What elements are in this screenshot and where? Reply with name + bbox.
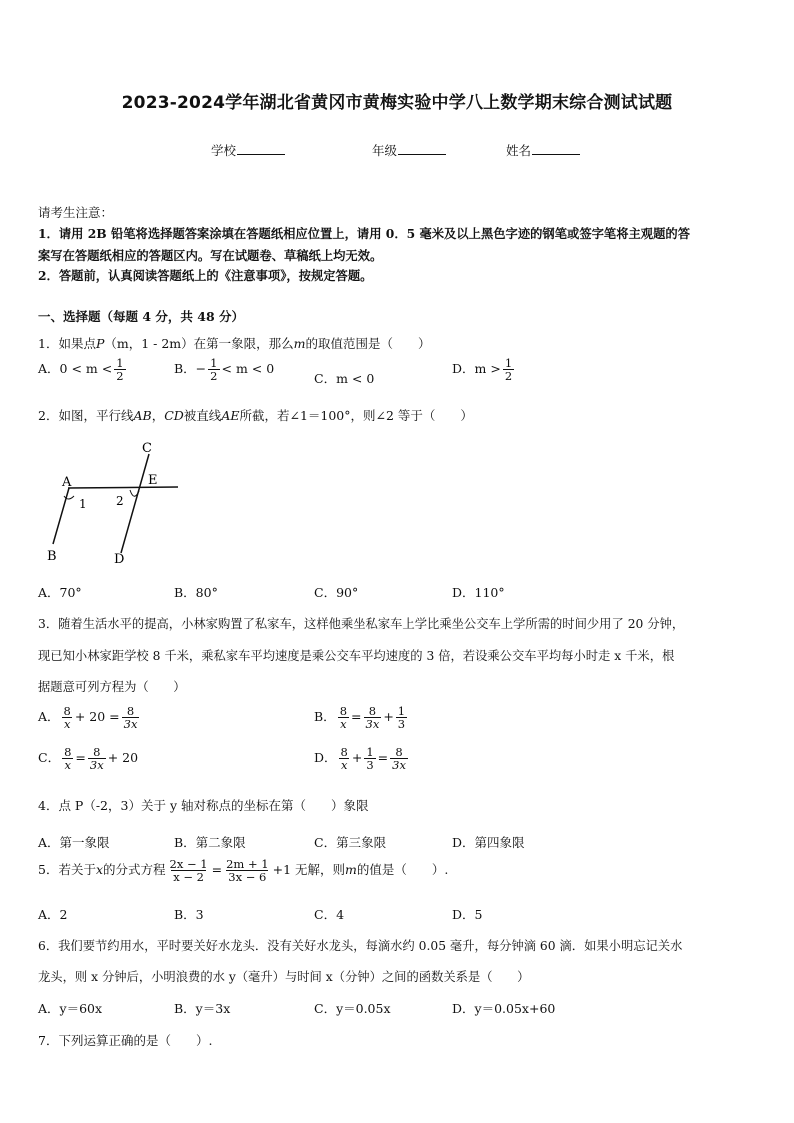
question-1-stem [38, 334, 431, 352]
line-cd [121, 454, 149, 553]
frac [364, 705, 382, 730]
school-blank [237, 142, 285, 155]
frac [338, 705, 349, 730]
label-1: 1 [79, 497, 87, 511]
q1-var-m: m [293, 336, 306, 351]
frac-den: x − 2 [173, 870, 204, 885]
q1-option-d[interactable] [452, 357, 516, 382]
q2-figure [38, 436, 188, 568]
frac-den: 3x − 6 [228, 870, 267, 885]
q2-cd: CD [164, 408, 184, 423]
q1-b-pre: B．− [174, 361, 207, 377]
question-3-line-1: 3．随着生活水平的提高，小林家购置了私家车，这样他乘坐私家车上学比乘坐公交车上学所需的时间少用了 20 分钟， [38, 617, 685, 631]
frac [88, 746, 106, 771]
q2-text-c: 所截，若∠1＝100°，则∠2 等于（ ） [239, 408, 473, 423]
frac [390, 746, 408, 771]
line-ae [68, 487, 178, 488]
q5-text-b: 的分式方程 [103, 862, 166, 878]
frac-num: 8 [93, 745, 101, 759]
frac-den: x [340, 717, 347, 732]
q2-comma: ， [151, 408, 165, 423]
q1-point-p: P [95, 336, 105, 351]
q2-text-a: 2．如图，平行线 [38, 408, 134, 423]
frac-den: 3x [89, 758, 104, 773]
label-a: A [62, 475, 72, 490]
q5-frac-1 [168, 858, 210, 883]
frac [62, 746, 73, 771]
grade-label: 年级 [372, 143, 398, 158]
frac-num: 1 [210, 356, 218, 370]
frac-num: 8 [368, 704, 377, 718]
q3-option-b[interactable] [314, 705, 409, 730]
question-6-line-2: 龙头，则 x 分钟后，小明浪费的水 y（毫升）与时间 x（分钟）之间的函数关系是（ ） [38, 970, 530, 984]
q2-ab: AB [133, 408, 152, 423]
q1-b-frac [208, 357, 219, 382]
page-title: 2023-2024学年湖北省黄冈市黄梅实验中学八上数学期末综合测试试题 [121, 93, 673, 113]
name-field [506, 141, 580, 159]
q4-option-d[interactable]: D．第四象限 [452, 835, 525, 850]
question-6-line-1: 6．我们要节约用水，平时要关好水龙头．没有关好水龙头，每滴水约 0.05 毫升，每分钟滴 60 滴．如果小明忘记关水 [38, 939, 683, 953]
q4-option-b[interactable]: B．第二象限 [174, 835, 246, 850]
q2-option-a[interactable]: A．70° [38, 585, 82, 600]
frac-den: 3x [365, 717, 380, 732]
q5-text-a: 5．若关于 [38, 862, 96, 878]
q2-text-b: 被直线 [183, 408, 222, 423]
question-7-stem: 7．下列运算正确的是（ ）. [38, 1033, 213, 1048]
school-field [211, 141, 285, 159]
q1-option-b[interactable] [174, 357, 274, 382]
frac-den: 3x [392, 758, 406, 773]
name-blank [532, 142, 580, 155]
q1-text-b: （m，1 - 2m）在第一象限，那么 [104, 336, 294, 351]
section-choice-heading: 一、选择题（每题 4 分，共 48 分） [38, 309, 245, 324]
label-2: 2 [116, 494, 124, 508]
school-label: 学校 [211, 143, 237, 158]
op: + 20 = [74, 709, 120, 725]
q5-option-d[interactable]: D．5 [452, 907, 483, 922]
frac-den: 2 [210, 369, 218, 384]
frac-den: x [63, 717, 71, 732]
question-4-stem: 4．点 P（-2，3）关于 y 轴对称点的坐标在第（ ）象限 [38, 798, 369, 813]
opt-label: D． [314, 750, 337, 766]
q3-option-d[interactable] [314, 746, 410, 771]
q1-text-a: 1．如果点 [38, 336, 96, 351]
frac-den: x [340, 758, 348, 773]
grade-field [372, 141, 446, 159]
q6-option-a[interactable]: A．y＝60x [38, 1001, 103, 1016]
op: = [377, 750, 389, 766]
q1-text-c: 的取值范围是（ ） [305, 336, 431, 351]
q3-option-c[interactable] [38, 746, 138, 771]
q5-option-b[interactable]: B．3 [174, 907, 204, 922]
q1-option-a[interactable] [38, 357, 128, 382]
notice-line-1: 1．请用 2B 铅笔将选择题答案涂填在答题纸相应位置上，请用 0．5 毫米及以上黑色字迹的钢笔或签字笔将主观题的答 [38, 226, 690, 241]
frac-num: 8 [340, 745, 348, 759]
frac-num: 1 [366, 745, 374, 759]
q1-option-c[interactable]: C．m < 0 [314, 371, 375, 386]
frac-num: 2m + 1 [226, 857, 269, 871]
q4-option-a[interactable]: A．第一象限 [38, 835, 110, 850]
q5-var-x: x [95, 862, 104, 878]
name-label: 姓名 [506, 143, 532, 158]
line-ab [53, 488, 69, 544]
frac-num: 8 [126, 704, 135, 718]
op: = [75, 750, 86, 766]
q6-option-d[interactable]: D．y＝0.05x+60 [452, 1001, 556, 1016]
frac-den: 3x [123, 717, 138, 732]
q5-eq: = [211, 862, 223, 878]
q2-option-c[interactable]: C．90° [314, 585, 359, 600]
notice-line-3: 2．答题前，认真阅读答题纸上的《注意事项》，按规定答题。 [38, 268, 373, 283]
label-c: C [142, 441, 152, 456]
frac-den: 2 [504, 369, 513, 384]
label-b: B [47, 549, 57, 564]
frac-num: 1 [504, 356, 513, 370]
frac [364, 746, 375, 771]
op: + 20 [107, 750, 139, 766]
frac-den: x [64, 758, 71, 773]
q2-option-d[interactable]: D．110° [452, 585, 505, 600]
grade-blank [398, 142, 446, 155]
opt-label: B． [314, 709, 336, 725]
question-3-line-2: 现已知小林家距学校 8 千米，乘私家车平均速度是乘公交车平均速度的 3 倍，若设乘公交车平均每小时走 x 千米，根 [38, 649, 675, 663]
q1-a-text: A．0 < m < [38, 361, 113, 377]
q5-frac-2 [224, 858, 271, 883]
question-3-line-3: 据题意可列方程为（ ） [38, 680, 186, 694]
frac-num: 1 [397, 704, 406, 718]
q5-text-d: 的值是（ ）. [356, 862, 449, 878]
opt-label: C． [38, 750, 61, 766]
op: = [351, 709, 362, 725]
q6-option-b[interactable]: B．y＝3x [174, 1001, 231, 1016]
notice-line-2: 案写在答题纸相应的答题区内。写在试题卷、草稿纸上均无效。 [38, 248, 383, 263]
question-5-stem [38, 858, 448, 883]
opt-label: A． [38, 709, 60, 725]
q1-d-frac [503, 357, 514, 382]
op: + [383, 709, 394, 725]
q3-option-a[interactable] [38, 705, 141, 730]
q5-option-a[interactable]: A．2 [38, 907, 68, 922]
op: + [351, 750, 363, 766]
frac-den: 3 [366, 758, 374, 773]
question-2-stem [38, 406, 473, 424]
q2-ae: AE [221, 408, 240, 423]
frac-num: 8 [395, 745, 403, 759]
frac-num: 2x − 1 [169, 857, 208, 871]
q2-option-b[interactable]: B．80° [174, 585, 218, 600]
frac [339, 746, 350, 771]
frac-den: 3 [397, 717, 406, 732]
frac-num: 8 [339, 704, 348, 718]
label-d: D [114, 552, 125, 567]
frac-num: 8 [64, 745, 72, 759]
q1-a-frac [114, 357, 125, 382]
frac-den: 2 [116, 369, 124, 384]
q4-option-c[interactable]: C．第三象限 [314, 835, 387, 850]
frac [396, 705, 407, 730]
q1-d-text: D．m > [452, 361, 501, 377]
q6-option-c[interactable]: C．y＝0.05x [314, 1001, 391, 1016]
q1-b-post: < m < 0 [221, 361, 275, 377]
q5-option-c[interactable]: C．4 [314, 907, 345, 922]
frac [62, 705, 73, 730]
q5-text-c: +1 无解，则 [272, 862, 345, 878]
label-e: E [148, 473, 158, 488]
notice-heading: 请考生注意： [38, 205, 114, 220]
frac-num: 8 [63, 704, 71, 718]
frac-num: 1 [116, 356, 124, 370]
frac [122, 705, 140, 730]
q5-var-m: m [345, 862, 357, 878]
